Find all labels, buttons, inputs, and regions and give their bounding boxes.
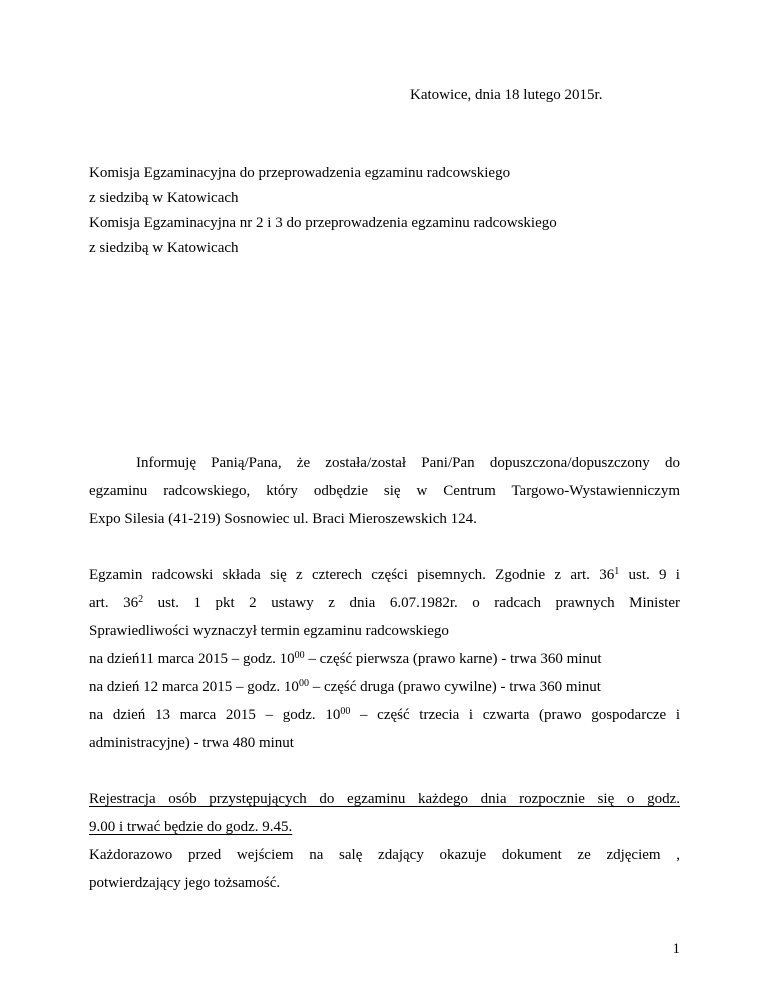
address-line: Komisja Egzaminacyjna do przeprowadzenia egzaminu radcowskiego bbox=[89, 165, 511, 181]
page-number: 1 bbox=[672, 941, 680, 957]
paragraph-line: Informuję Panią/Pana, że została/został Pani/Pan dopuszczona/dopuszczony do bbox=[136, 455, 680, 471]
registration-line: 9.00 i trwać będzie do godz. 9.45. bbox=[89, 819, 293, 835]
address-line: z siedzibą w Katowicach bbox=[89, 240, 239, 256]
paragraph-line: Sprawiedliwości wyznaczył termin egzaminu radcowskiego bbox=[89, 623, 449, 639]
paragraph-line: Expo Silesia (41-219) Sosnowiec ul. Braci Mieroszewskich 124. bbox=[89, 511, 477, 527]
registration-line: Rejestracja osób przystępujących do egzaminu każdego dnia rozpocznie się o godz. bbox=[89, 791, 680, 807]
schedule-day-2: na dzień 12 marca 2015 – godz. $10^{00}$ – część druga (prawo cywilne) - trwa 360 minut bbox=[89, 678, 601, 695]
schedule-day-1: na dzień11 marca 2015 – godz. $10^{00}$ – część pierwsza (prawo karne) - trwa 360 minut bbox=[89, 650, 602, 667]
paragraph-line: egzaminu radcowskiego, który odbędzie się w Centrum Targowo-Wystawienniczym bbox=[89, 483, 680, 499]
identity-line: Każdorazowo przed wejściem na salę zdający okazuje dokument ze zdjęciem , bbox=[89, 847, 680, 863]
paragraph-line: art. $36^2$ ust. 1 pkt 2 ustawy z dnia 6.07.1982r. o radcach prawnych Minister bbox=[89, 594, 680, 611]
identity-line: potwierdzający jego tożsamość. bbox=[89, 875, 281, 891]
date-line: Katowice, dnia 18 lutego 2015r. bbox=[410, 87, 603, 103]
address-line: Komisja Egzaminacyjna nr 2 i 3 do przeprowadzenia egzaminu radcowskiego bbox=[89, 215, 557, 231]
schedule-day-3: na dzień 13 marca 2015 – godz. $10^{00}$ – część trzecia i czwarta (prawo gospodarcze i bbox=[89, 706, 680, 723]
schedule-day-3-continued: administracyjne) - trwa 480 minut bbox=[89, 735, 294, 751]
paragraph-line: Egzamin radcowski składa się z czterech części pisemnych. Zgodnie z art. $36^1$ ust. 9 i bbox=[89, 566, 680, 583]
address-line: z siedzibą w Katowicach bbox=[89, 190, 239, 206]
